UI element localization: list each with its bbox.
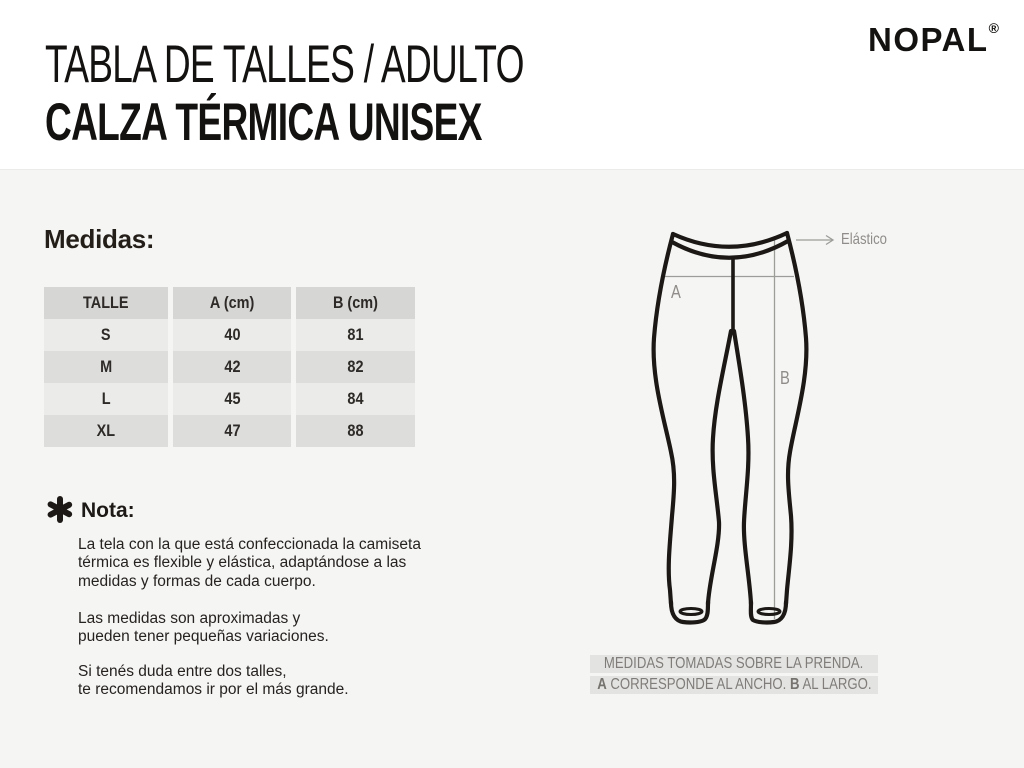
table-row-l-a: 45 [173, 383, 291, 415]
note-line: térmica es flexible y elástica, adaptándose a las [78, 554, 407, 572]
table-row-m-b: 82 [296, 351, 415, 383]
caption-mid: CORRESPONDE AL ANCHO. [606, 676, 790, 693]
table-row-xl-talle: XL [44, 415, 168, 447]
caption-a: A [596, 676, 607, 693]
page-title-line1: TABLA DE TALLES / ADULTO [45, 35, 524, 94]
page-title-line2: CALZA TÉRMICA UNISEX [45, 93, 482, 152]
note-paragraph-2 [78, 610, 329, 647]
note-line: Las medidas son aproximadas y [78, 610, 301, 627]
note-paragraph-3 [78, 663, 349, 700]
table-row-m-a: 42 [173, 351, 291, 383]
measure-label-a: A [671, 282, 681, 302]
table-row-m-talle: M [44, 351, 168, 383]
nota-heading: Nota: [81, 499, 135, 522]
table-row-s-b: 81 [296, 319, 415, 351]
table-row-l-b: 84 [296, 383, 415, 415]
registered-trademark-icon: ® [988, 20, 999, 36]
table-row-xl-a: 47 [173, 415, 291, 447]
brand-name: NOPAL [868, 21, 989, 58]
size-table [44, 287, 415, 447]
column-header-a-cm: A (cm) [173, 287, 291, 319]
medidas-heading: Medidas: [44, 224, 155, 254]
column-header-talle: TALLE [44, 287, 168, 319]
caption-end: AL LARGO. [799, 676, 872, 693]
elastico-label: Elástico [841, 231, 887, 248]
note-line: te recomendamos ir por el más grande. [78, 681, 349, 699]
note-paragraph-1 [78, 536, 421, 591]
note-line: Si tenés duda entre dos talles, [78, 663, 287, 680]
table-row-l-talle: L [44, 383, 168, 415]
column-header-b-cm: B (cm) [296, 287, 415, 319]
measure-label-b: B [780, 368, 790, 388]
brand-logo [868, 20, 999, 59]
caption-line-1: MEDIDAS TOMADAS SOBRE LA PRENDA. [590, 655, 878, 673]
caption-line-2 [590, 676, 878, 694]
table-row-xl-b: 88 [296, 415, 415, 447]
table-row-s-talle: S [44, 319, 168, 351]
note-line: pueden tener pequeñas variaciones. [78, 628, 329, 646]
caption-b: B [789, 676, 800, 693]
asterisk-icon [48, 496, 72, 523]
note-line: La tela con la que está confeccionada la camiseta [78, 536, 421, 553]
table-row-s-a: 40 [173, 319, 291, 351]
note-line: medidas y formas de cada cuerpo. [78, 572, 316, 590]
